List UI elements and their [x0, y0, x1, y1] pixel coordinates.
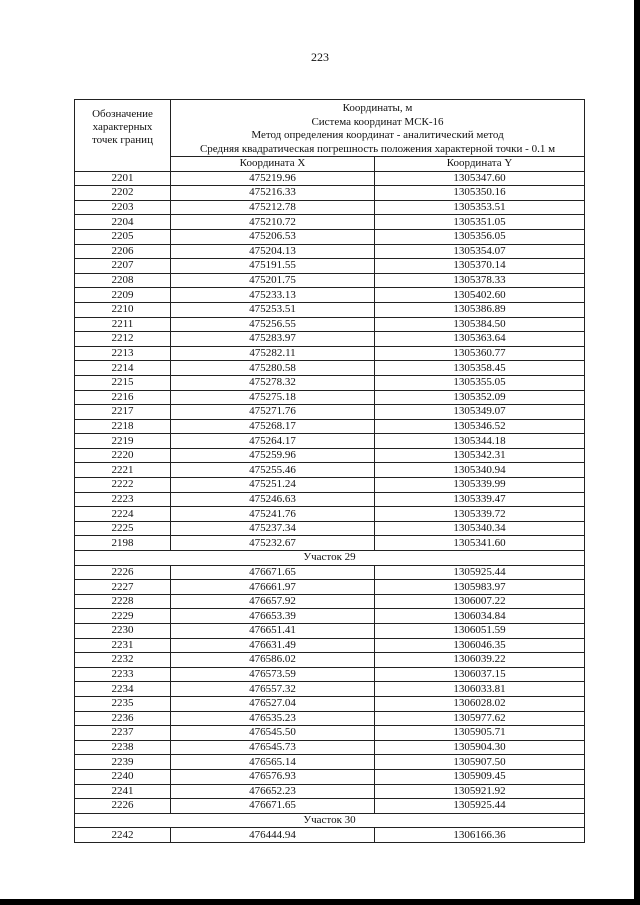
- point-number-cell: 2231: [75, 638, 171, 653]
- table-row: [75, 186, 585, 201]
- coord-x-cell: 475246.63: [171, 492, 375, 507]
- coordinates-header: [171, 100, 585, 157]
- table-row: [75, 259, 585, 274]
- coord-x-cell: 475206.53: [171, 229, 375, 244]
- coord-x-cell: 475256.55: [171, 317, 375, 332]
- coord-x-cell: 475191.55: [171, 259, 375, 274]
- table-row: [75, 448, 585, 463]
- coord-y-cell: 1306039.22: [375, 653, 585, 668]
- coord-x-cell: 475251.24: [171, 478, 375, 493]
- table-row: [75, 769, 585, 784]
- coord-y-cell: 1305402.60: [375, 288, 585, 303]
- table-row: [75, 478, 585, 493]
- table-row: [75, 521, 585, 536]
- coord-x-cell: 476653.39: [171, 609, 375, 624]
- coord-x-cell: 475219.96: [171, 171, 375, 186]
- coord-y-cell: 1305905.71: [375, 726, 585, 741]
- coord-x-cell: 475268.17: [171, 419, 375, 434]
- designation-header: [75, 100, 171, 172]
- designation-line: характерных: [92, 121, 153, 133]
- coord-y-cell: 1305909.45: [375, 769, 585, 784]
- table-row: [75, 171, 585, 186]
- coord-x-cell: 475212.78: [171, 200, 375, 215]
- table-row: [75, 405, 585, 420]
- table-row: [75, 332, 585, 347]
- table-row: [75, 653, 585, 668]
- table-row: [75, 667, 585, 682]
- point-number-cell: 2222: [75, 478, 171, 493]
- table-row: [75, 799, 585, 814]
- point-number-cell: 2201: [75, 171, 171, 186]
- coord-x-cell: 476671.65: [171, 799, 375, 814]
- point-number-cell: 2204: [75, 215, 171, 230]
- coord-y-cell: 1305344.18: [375, 434, 585, 449]
- table-row: [75, 609, 585, 624]
- table-row: [75, 580, 585, 595]
- coord-x-cell: 476671.65: [171, 565, 375, 580]
- coord-x-cell: 475282.11: [171, 346, 375, 361]
- coord-x-cell: 475271.76: [171, 405, 375, 420]
- table-row: [75, 828, 585, 843]
- coord-y-cell: 1305340.94: [375, 463, 585, 478]
- coord-x-cell: 475253.51: [171, 302, 375, 317]
- point-number-cell: 2226: [75, 565, 171, 580]
- col-y-header: Координата Y: [375, 157, 585, 172]
- coord-x-cell: 475283.97: [171, 332, 375, 347]
- table-row: [75, 565, 585, 580]
- coord-y-cell: 1305384.50: [375, 317, 585, 332]
- coord-x-cell: 475233.13: [171, 288, 375, 303]
- coord-x-cell: 476661.97: [171, 580, 375, 595]
- coord-y-cell: 1305354.07: [375, 244, 585, 259]
- point-number-cell: 2209: [75, 288, 171, 303]
- coord-x-cell: 476527.04: [171, 696, 375, 711]
- coord-y-cell: 1305341.60: [375, 536, 585, 551]
- table-row: [75, 229, 585, 244]
- point-number-cell: 2232: [75, 653, 171, 668]
- point-number-cell: 2230: [75, 624, 171, 639]
- coord-y-cell: 1305386.89: [375, 302, 585, 317]
- point-number-cell: 2238: [75, 740, 171, 755]
- coord-y-cell: 1305983.97: [375, 580, 585, 595]
- coord-y-cell: 1305339.99: [375, 478, 585, 493]
- coord-y-cell: 1305921.92: [375, 784, 585, 799]
- coord-y-cell: 1305356.05: [375, 229, 585, 244]
- point-number-cell: 2241: [75, 784, 171, 799]
- coord-y-cell: 1306028.02: [375, 696, 585, 711]
- table-row: [75, 711, 585, 726]
- coord-y-cell: 1305358.45: [375, 361, 585, 376]
- point-number-cell: 2237: [75, 726, 171, 741]
- coord-x-cell: 476573.59: [171, 667, 375, 682]
- coords-accuracy: Средняя квадратическая погрешность положения характерной точки - 0.1 м: [199, 142, 556, 155]
- table-row: [75, 288, 585, 303]
- table-row: [75, 215, 585, 230]
- point-number-cell: 2205: [75, 229, 171, 244]
- coord-x-cell: 475241.76: [171, 507, 375, 522]
- point-number-cell: 2208: [75, 273, 171, 288]
- coord-x-cell: 475280.58: [171, 361, 375, 376]
- table-row: [75, 244, 585, 259]
- point-number-cell: 2206: [75, 244, 171, 259]
- point-number-cell: 2202: [75, 186, 171, 201]
- coord-x-cell: 475232.67: [171, 536, 375, 551]
- table-row: [75, 375, 585, 390]
- coord-x-cell: 476565.14: [171, 755, 375, 770]
- point-number-cell: 2240: [75, 769, 171, 784]
- point-number-cell: 2223: [75, 492, 171, 507]
- table-row: [75, 755, 585, 770]
- point-number-cell: 2242: [75, 828, 171, 843]
- section-row: [75, 813, 585, 828]
- point-number-cell: 2198: [75, 536, 171, 551]
- point-number-cell: 2217: [75, 405, 171, 420]
- point-number-cell: 2207: [75, 259, 171, 274]
- coord-x-cell: 475201.75: [171, 273, 375, 288]
- point-number-cell: 2218: [75, 419, 171, 434]
- table-row: [75, 273, 585, 288]
- designation-line: точек границ: [92, 134, 153, 146]
- point-number-cell: 2221: [75, 463, 171, 478]
- table-row: [75, 317, 585, 332]
- table-row: [75, 638, 585, 653]
- table-row: [75, 419, 585, 434]
- coord-y-cell: 1305378.33: [375, 273, 585, 288]
- table-row: [75, 624, 585, 639]
- coord-x-cell: 476651.41: [171, 624, 375, 639]
- table-header-row: [75, 100, 585, 157]
- coord-y-cell: 1305363.64: [375, 332, 585, 347]
- coord-y-cell: 1305925.44: [375, 799, 585, 814]
- point-number-cell: 2227: [75, 580, 171, 595]
- coord-y-cell: 1305907.50: [375, 755, 585, 770]
- coord-y-cell: 1305342.31: [375, 448, 585, 463]
- point-number-cell: 2228: [75, 594, 171, 609]
- point-number-cell: 2234: [75, 682, 171, 697]
- point-number-cell: 2236: [75, 711, 171, 726]
- section-title: Участок 29: [75, 551, 585, 566]
- coord-x-cell: 476545.73: [171, 740, 375, 755]
- point-number-cell: 2239: [75, 755, 171, 770]
- table-row: [75, 594, 585, 609]
- point-number-cell: 2214: [75, 361, 171, 376]
- table-row: [75, 492, 585, 507]
- coord-y-cell: 1306034.84: [375, 609, 585, 624]
- point-number-cell: 2233: [75, 667, 171, 682]
- coord-y-cell: 1305347.60: [375, 171, 585, 186]
- table-row: [75, 740, 585, 755]
- coord-y-cell: 1305355.05: [375, 375, 585, 390]
- coord-y-cell: 1305360.77: [375, 346, 585, 361]
- point-number-cell: 2235: [75, 696, 171, 711]
- coord-y-cell: 1305350.16: [375, 186, 585, 201]
- coord-y-cell: 1305352.09: [375, 390, 585, 405]
- coord-x-cell: 476535.23: [171, 711, 375, 726]
- coord-x-cell: 475210.72: [171, 215, 375, 230]
- point-number-cell: 2224: [75, 507, 171, 522]
- section-row: [75, 551, 585, 566]
- point-number-cell: 2215: [75, 375, 171, 390]
- point-number-cell: 2203: [75, 200, 171, 215]
- point-number-cell: 2216: [75, 390, 171, 405]
- coord-x-cell: 475264.17: [171, 434, 375, 449]
- coord-x-cell: 476557.32: [171, 682, 375, 697]
- coordinates-table: [74, 99, 585, 843]
- point-number-cell: 2220: [75, 448, 171, 463]
- coord-y-cell: 1306007.22: [375, 594, 585, 609]
- coord-y-cell: 1305370.14: [375, 259, 585, 274]
- point-number-cell: 2219: [75, 434, 171, 449]
- table-row: [75, 200, 585, 215]
- coords-method: Метод определения координат - аналитический метод: [251, 129, 504, 141]
- coord-y-cell: 1305349.07: [375, 405, 585, 420]
- section-title: Участок 30: [75, 813, 585, 828]
- coord-x-cell: 476657.92: [171, 594, 375, 609]
- coord-y-cell: 1305353.51: [375, 200, 585, 215]
- table-row: [75, 507, 585, 522]
- table-row: [75, 463, 585, 478]
- coord-x-cell: 476586.02: [171, 653, 375, 668]
- table-row: [75, 536, 585, 551]
- coord-y-cell: 1305339.72: [375, 507, 585, 522]
- point-number-cell: 2211: [75, 317, 171, 332]
- point-number-cell: 2229: [75, 609, 171, 624]
- table-row: [75, 696, 585, 711]
- coord-x-cell: 475237.34: [171, 521, 375, 536]
- table-row: [75, 390, 585, 405]
- coord-y-cell: 1305340.34: [375, 521, 585, 536]
- coord-y-cell: 1305346.52: [375, 419, 585, 434]
- table-row: [75, 682, 585, 697]
- coords-system: Система координат МСК-16: [311, 115, 444, 128]
- designation-line: Обозначение: [92, 108, 153, 120]
- point-number-cell: 2226: [75, 799, 171, 814]
- coord-y-cell: 1306037.15: [375, 667, 585, 682]
- point-number-cell: 2210: [75, 302, 171, 317]
- coord-x-cell: 476545.50: [171, 726, 375, 741]
- page-number: 223: [311, 50, 329, 64]
- table-row: [75, 361, 585, 376]
- coord-y-cell: 1306033.81: [375, 682, 585, 697]
- coords-title: Координаты, м: [342, 102, 413, 114]
- coord-x-cell: 476652.23: [171, 784, 375, 799]
- table-row: [75, 346, 585, 361]
- coord-x-cell: 475275.18: [171, 390, 375, 405]
- table-row: [75, 726, 585, 741]
- point-number-cell: 2212: [75, 332, 171, 347]
- point-number-cell: 2213: [75, 346, 171, 361]
- coord-y-cell: 1305977.62: [375, 711, 585, 726]
- table-row: [75, 434, 585, 449]
- coord-y-cell: 1305904.30: [375, 740, 585, 755]
- coord-x-cell: 475259.96: [171, 448, 375, 463]
- coord-y-cell: 1306166.36: [375, 828, 585, 843]
- coord-y-cell: 1305351.05: [375, 215, 585, 230]
- point-number-cell: 2225: [75, 521, 171, 536]
- coord-x-cell: 475255.46: [171, 463, 375, 478]
- table-row: [75, 302, 585, 317]
- coord-y-cell: 1306051.59: [375, 624, 585, 639]
- coord-x-cell: 475204.13: [171, 244, 375, 259]
- coord-y-cell: 1305925.44: [375, 565, 585, 580]
- coord-x-cell: 476576.93: [171, 769, 375, 784]
- coord-y-cell: 1305339.47: [375, 492, 585, 507]
- table-row: [75, 784, 585, 799]
- coord-x-cell: 476631.49: [171, 638, 375, 653]
- coordinates-table-wrap: [74, 99, 584, 843]
- col-x-header: Координата X: [171, 157, 375, 172]
- coord-x-cell: 475216.33: [171, 186, 375, 201]
- coord-y-cell: 1306046.35: [375, 638, 585, 653]
- coord-x-cell: 476444.94: [171, 828, 375, 843]
- coord-x-cell: 475278.32: [171, 375, 375, 390]
